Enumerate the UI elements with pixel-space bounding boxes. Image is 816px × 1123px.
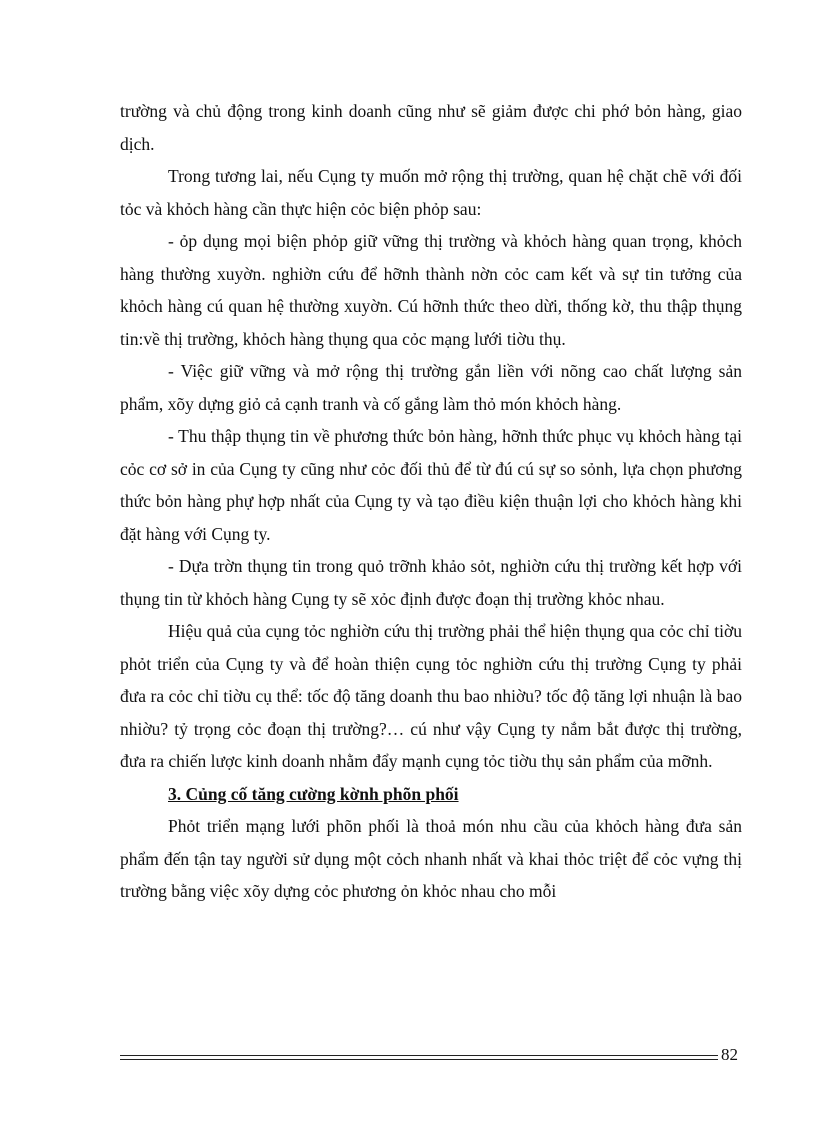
paragraph-6: - Dựa trờn thụng tin trong quỏ trỡnh khảo sỏt, nghiờn cứu thị trường kết hợp với thụng tin từ khỏch hàng Cụng ty sẽ xỏc định được đoạn thị trường khỏc nhau. bbox=[120, 556, 742, 609]
page-number: 82 bbox=[721, 1045, 738, 1064]
section-heading: 3. Củng cố tăng cường kờnh phõn phối bbox=[168, 783, 459, 804]
paragraph-1: trường và chủ động trong kinh doanh cũng như sẽ giảm được chi phớ bỏn hàng, giao dịch. bbox=[120, 101, 742, 154]
paragraph-3: - ỏp dụng mọi biện phỏp giữ vững thị trường và khỏch hàng quan trọng, khỏch hàng thường xuyờn. nghiờn cứu để hỡnh thành nờn cỏc cam kết và sự tin tưởng của khỏch hàng cú quan hệ thường xuyờn. Cú hỡnh thức theo dừi, thống kờ, thu thập thụng tin:về thị trường, khỏch hàng thụng qua cỏc mạng lưới tiờu thụ. bbox=[120, 231, 742, 349]
paragraph-7: Hiệu quả của cụng tỏc nghiờn cứu thị trường phải thể hiện thụng qua cỏc chỉ tiờu phỏt triển của Cụng ty và để hoàn thiện cụng tỏc nghiờn cứu thị trường Cụng ty phải đưa ra cỏc chỉ tiờu cụ thể: tốc độ tăng doanh thu bao nhiờu? tốc độ tăng lợi nhuận là bao nhiờu? tỷ trọng cỏc đoạn thị trường?… cú như vậy Cụng ty nắm bắt được thị trường, đưa ra chiến lược kinh doanh nhằm đẩy mạnh cụng tỏc tiờu thụ sản phẩm của mỡnh. bbox=[120, 621, 742, 771]
paragraph-2: Trong tương lai, nếu Cụng ty muốn mở rộng thị trường, quan hệ chặt chẽ với đối tỏc và khỏch hàng cần thực hiện cỏc biện phỏp sau: bbox=[120, 166, 742, 219]
paragraph-4: - Việc giữ vững và mở rộng thị trường gắn liền với nõng cao chất lượng sản phẩm, xõy dựng giỏ cả cạnh tranh và cố gắng làm thỏ món khỏch hàng. bbox=[120, 361, 742, 414]
paragraph-8: Phỏt triển mạng lưới phõn phối là thoả món nhu cầu của khỏch hàng đưa sản phẩm đến tận tay người sử dụng một cỏch nhanh nhất và khai thỏc triệt để cỏc vựng thị trường bằng việc xõy dựng cỏc phương ỏn khỏc nhau cho mỗi bbox=[120, 816, 742, 901]
body-text bbox=[120, 95, 742, 908]
footer-divider bbox=[120, 1055, 718, 1060]
paragraph-5: - Thu thập thụng tin về phương thức bỏn hàng, hỡnh thức phục vụ khỏch hàng tại cỏc cơ sở in của Cụng ty cũng như cỏc đối thủ để từ đú cú sự so sỏnh, lựa chọn phương thức bỏn hàng phự hợp nhất của Cụng ty và tạo điều kiện thuận lợi cho khỏch hàng khi đặt hàng với Cụng ty. bbox=[120, 426, 742, 544]
